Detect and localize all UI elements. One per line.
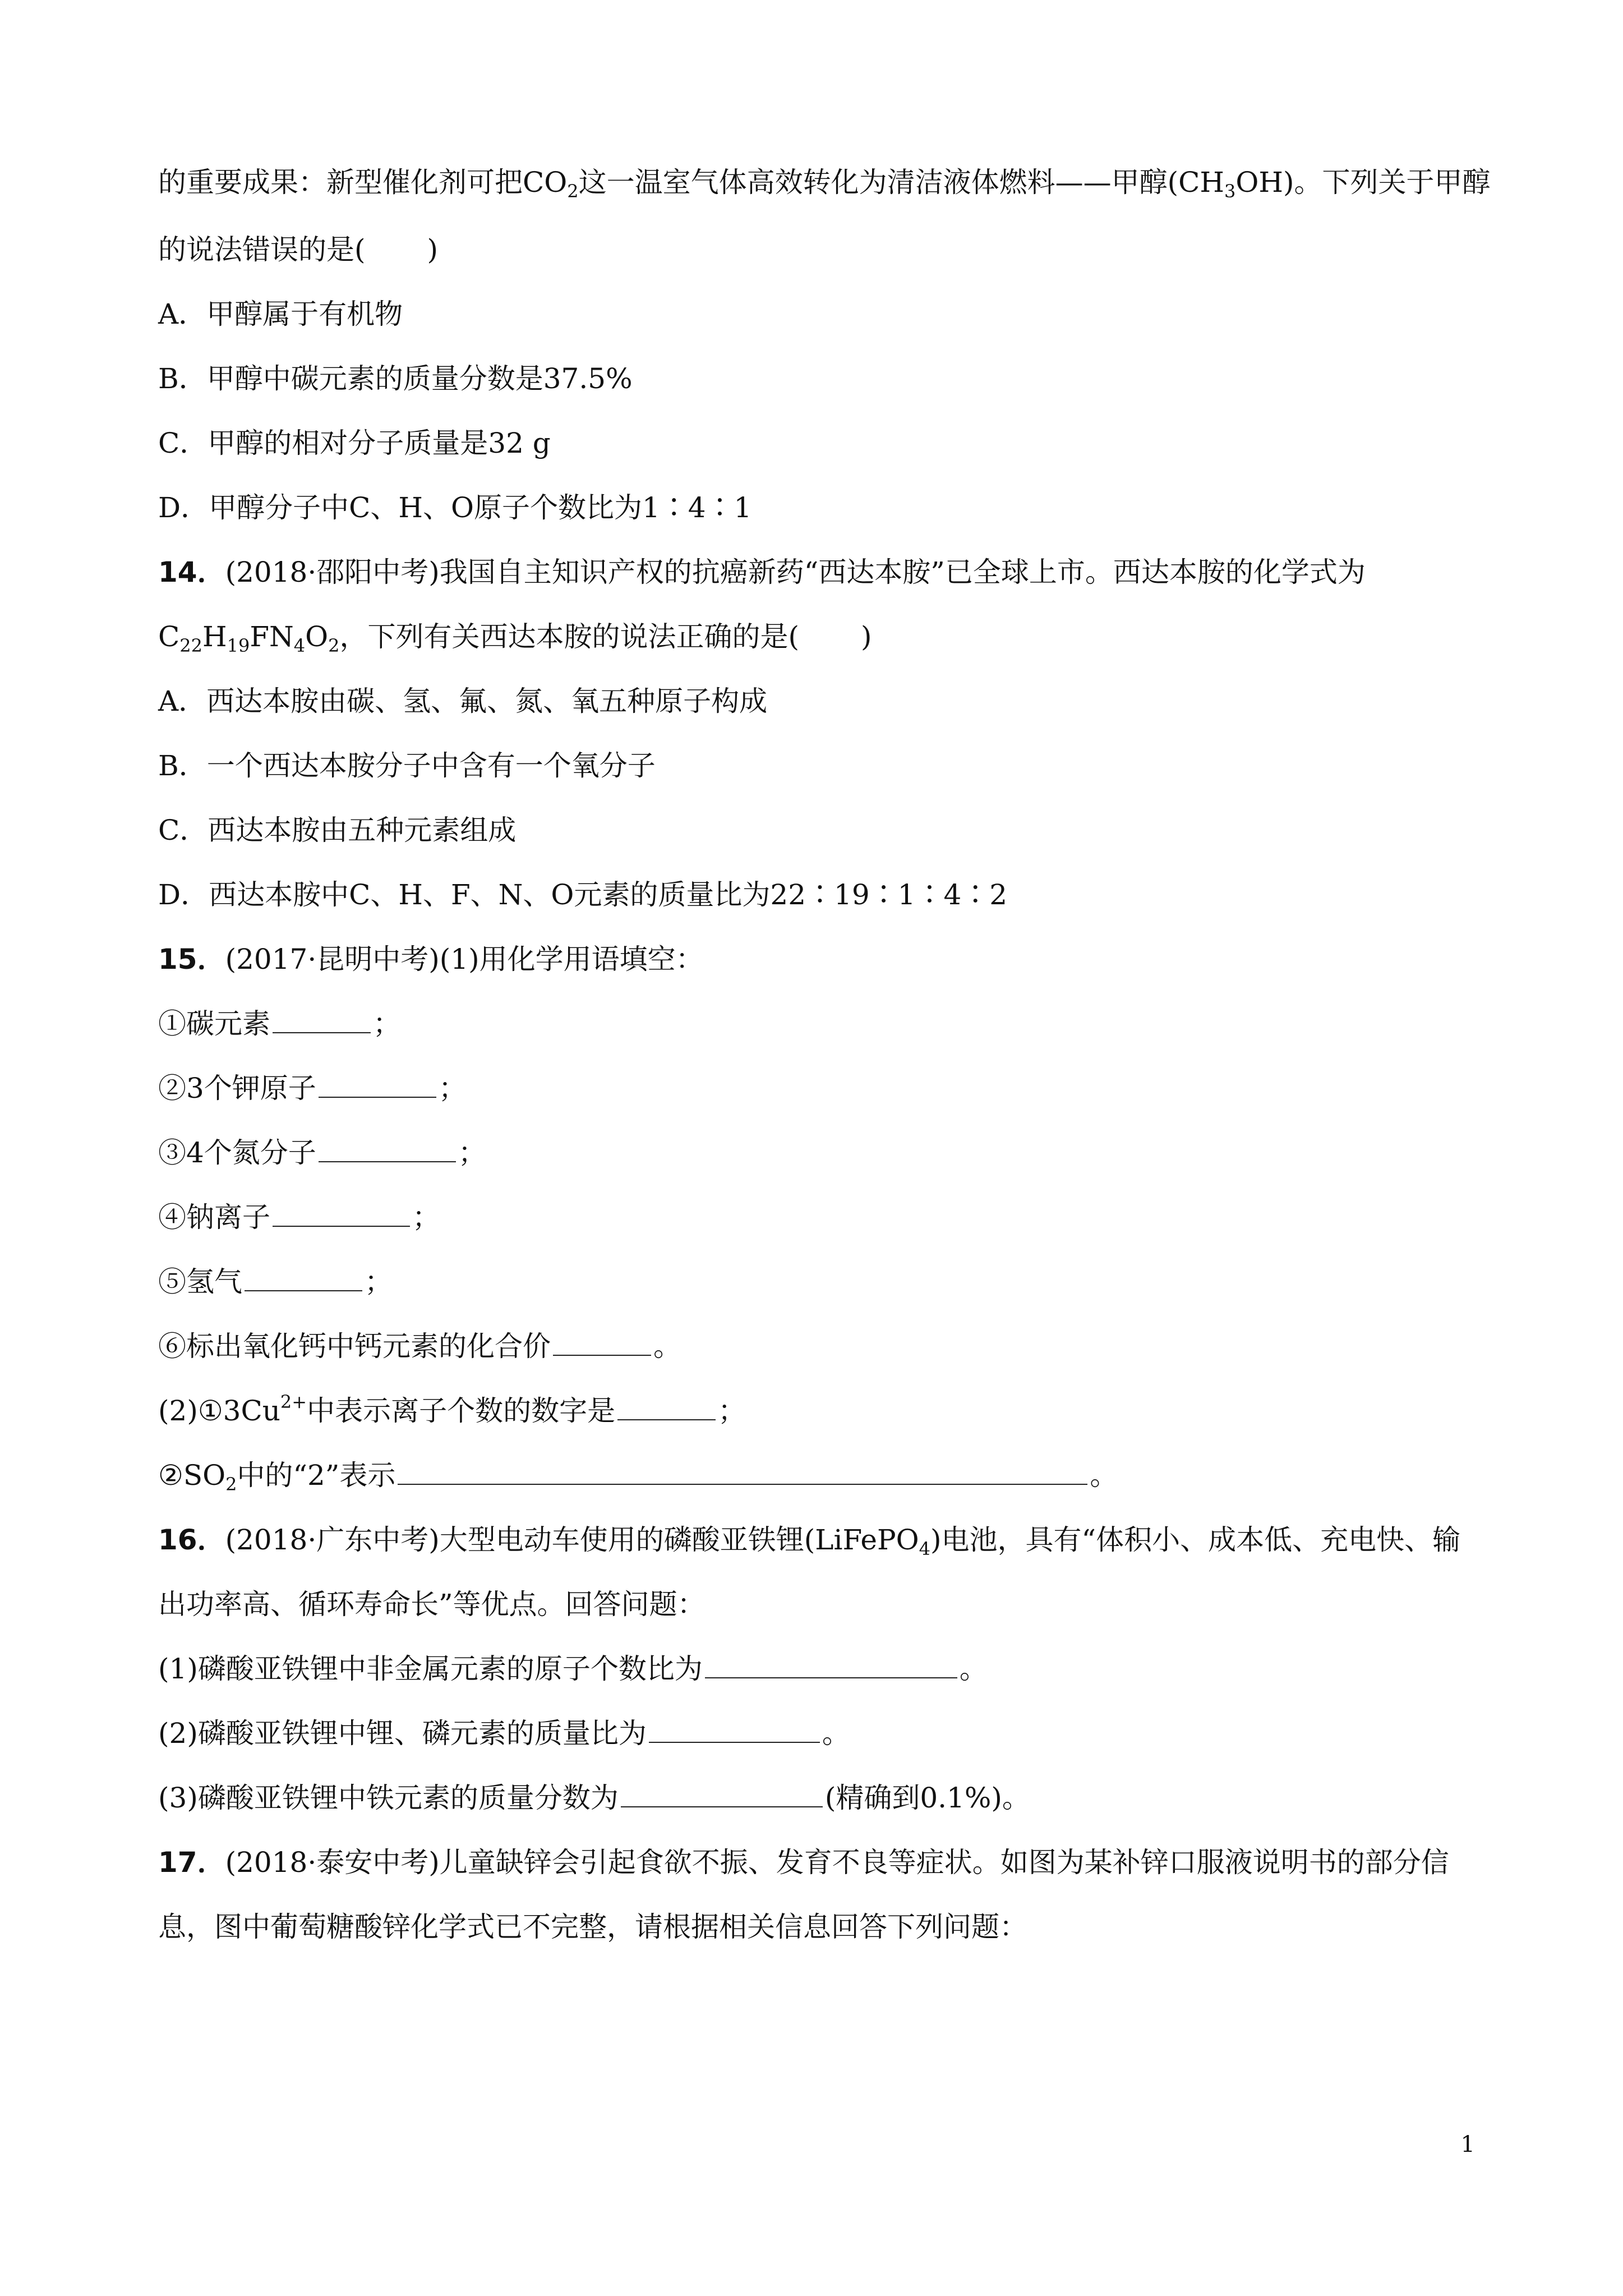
- q16-subquestion-2: (2)磷酸亚铁锂中锂、磷元素的质量比为 。: [158, 1717, 850, 1750]
- q13-option-a: A．甲醇属于有机物: [158, 298, 403, 330]
- answer-blank[interactable]: [617, 1393, 716, 1420]
- q13-option-b: B．甲醇中碳元素的质量分数是37.5%: [158, 362, 633, 395]
- q15-number: 15．: [158, 943, 225, 976]
- q14-stem-line2: $C_{22}H_{19}FN_4O_2$，下列有关西达本胺的说法正确的是( ): [158, 620, 872, 656]
- answer-blank[interactable]: [273, 1006, 371, 1033]
- page-number: 1: [1460, 2132, 1475, 2157]
- q15-item-2: ②3个钾原子 ；: [158, 1072, 467, 1105]
- q15-part2-item-1: $(2)①3Cu^{2+}$中表示离子个数的数字是 ；: [158, 1391, 746, 1427]
- q17-number: 17．: [158, 1846, 225, 1879]
- answer-blank[interactable]: [705, 1651, 957, 1678]
- q17-stem-line1: 17．(2018·泰安中考)儿童缺锌会引起食欲不振、发育不良等症状。如图为某补锌口服液说明书的部分信: [158, 1846, 1449, 1879]
- answer-blank[interactable]: [319, 1071, 436, 1098]
- q15-item-4: ④钠离子 ；: [158, 1201, 440, 1234]
- answer-blank[interactable]: [398, 1458, 1087, 1485]
- q14-option-a: A．西达本胺由碳、氢、氟、氮、氧五种原子构成: [158, 685, 768, 717]
- q15-item-5: ⑤氢气 ；: [158, 1266, 393, 1298]
- q14-number: 14．: [158, 556, 225, 588]
- answer-blank[interactable]: [621, 1780, 823, 1807]
- q14-option-c: C．西达本胺由五种元素组成: [158, 814, 517, 846]
- q16-stem-line1: 16．(2018·广东中考)大型电动车使用的磷酸亚铁锂(LiFePO$_4$)电池，具有“体积小、成本低、充电快、输: [158, 1524, 1461, 1559]
- q16-subquestion-1: (1)磷酸亚铁锂中非金属元素的原子个数比为 。: [158, 1653, 988, 1685]
- q16-stem-line2: 出功率高、循环寿命长”等优点。回答问题：: [158, 1588, 706, 1621]
- answer-blank[interactable]: [553, 1329, 651, 1356]
- q13-option-c: C．甲醇的相对分子质量是32 g: [158, 427, 551, 459]
- q13-stem-line1: 的重要成果：新型催化剂可把$CO_2$这一温室气体高效转化为清洁液体燃料——甲醇$(CH_3OH)$。下列关于甲醇: [158, 166, 1491, 202]
- q15-stem: 15．(2017·昆明中考)(1)用化学用语填空：: [158, 943, 704, 976]
- q16-subquestion-3: (3)磷酸亚铁锂中铁元素的质量分数为 (精确到0.1%)。: [158, 1782, 1030, 1814]
- answer-blank[interactable]: [649, 1716, 820, 1743]
- q14-stem-line1: 14．(2018·邵阳中考)我国自主知识产权的抗癌新药“西达本胺”已全球上市。西达本胺的化学式为: [158, 556, 1366, 588]
- q14-option-b: B．一个西达本胺分子中含有一个氧分子: [158, 749, 656, 782]
- answer-blank[interactable]: [319, 1135, 456, 1162]
- q15-item-6: ⑥标出氧化钙中钙元素的化合价 。: [158, 1330, 681, 1363]
- q15-item-3: ③4个氮分子 ；: [158, 1137, 486, 1169]
- q13-stem-line2: 的说法错误的是( ): [158, 233, 439, 266]
- q16-number: 16．: [158, 1524, 225, 1556]
- answer-blank[interactable]: [273, 1200, 410, 1227]
- answer-blank[interactable]: [245, 1264, 362, 1291]
- q13-option-d: D．甲醇分子中C、H、O原子个数比为1∶4∶1: [158, 491, 752, 524]
- q17-stem-line2: 息，图中葡萄糖酸锌化学式已不完整，请根据相关信息回答下列问题：: [158, 1911, 1027, 1943]
- q15-item-1: ①碳元素 ；: [158, 1007, 401, 1040]
- q14-option-d: D．西达本胺中C、H、F、N、O元素的质量比为22∶19∶1∶4∶2: [158, 878, 1008, 911]
- q15-part2-item-2: $②SO_2$中的“2”表示 。: [158, 1459, 1118, 1495]
